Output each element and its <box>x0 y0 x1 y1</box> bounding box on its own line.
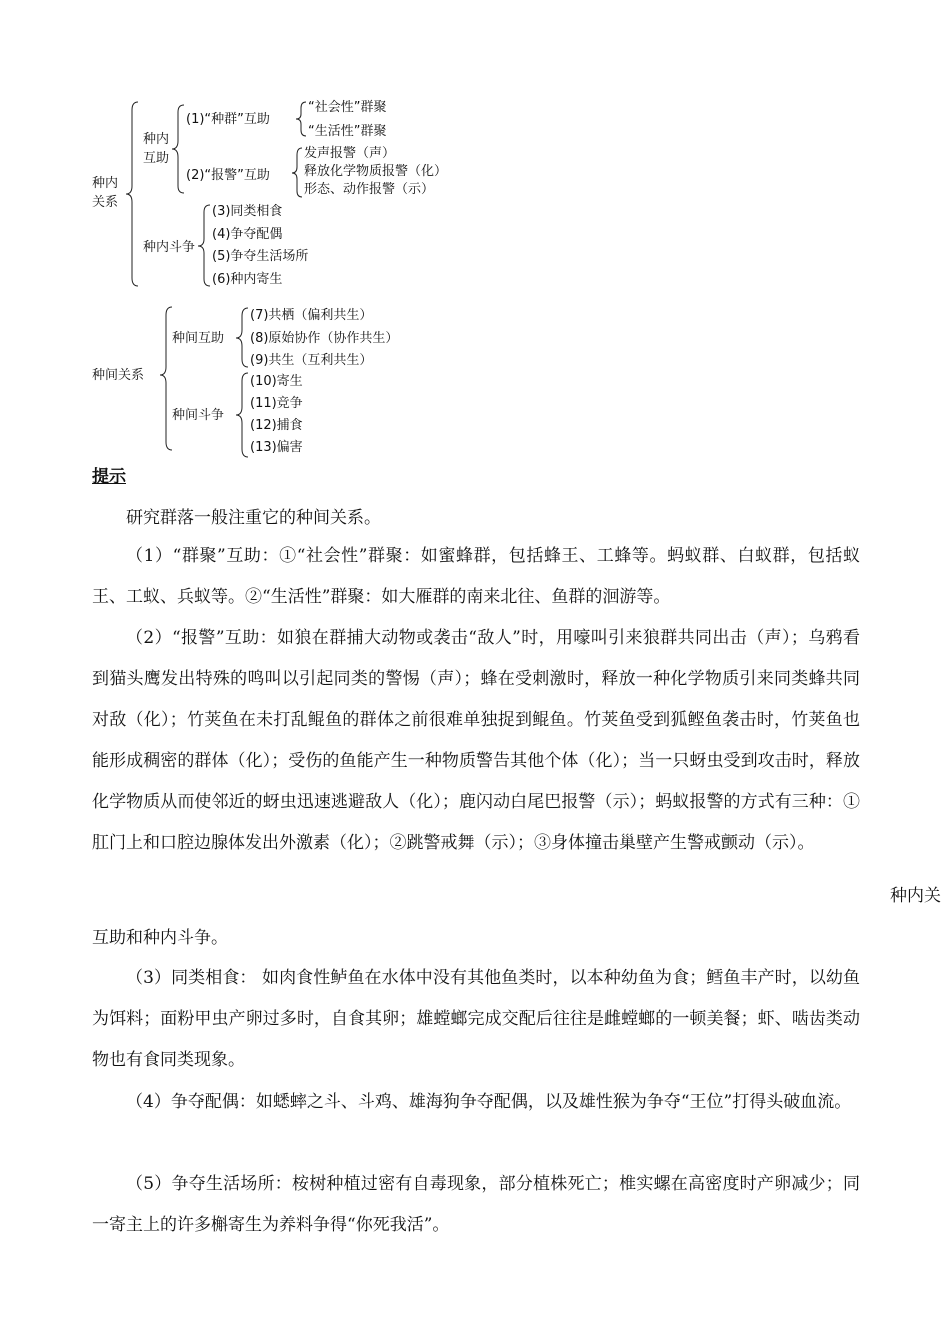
struggle-item: (5)争夺生活场所 <box>212 249 309 264</box>
brace-root-1 <box>126 102 138 286</box>
tree1-mutual-label: 种内 互助 <box>143 132 170 166</box>
intraspecific-relations-diagram <box>0 0 950 470</box>
struggle-item: (3)同类相食 <box>212 204 283 219</box>
tree2-root-label: 种间关系 <box>92 368 145 383</box>
hint-paragraph-2: （2）“报警”互助：如狼在群捕大动物或袭击“敌人”时，用嚎叫引来狼群共同出击（声）；乌鸦看到猫头鹰发出特殊的鸣叫以引起同类的警惕（声）；蜂在受刺激时，释放一种化学物质引来同类蜂共同对敌（化）；竹荚鱼在未打乱鲲鱼的群体之前很难单独捉到鲲鱼。竹荚鱼受到狐鲣鱼袭击时，竹荚鱼也能形成稠密的群体（化）；受伤的鱼能产生一种物质警告其他个体（化）；当一只蚜虫受到攻击时，释放化学物质从而使邻近的蚜虫迅速逃避敌人（化）；鹿闪动白尾巴报警（示）；蚂蚁报警的方式有三种：①肛门上和口腔边腺体发出外激素（化）；②跳警戒舞（示）；③身体撞击巢壁产生警戒颤动（示）。 <box>92 628 860 853</box>
tree1-root-label: 种内 关系 <box>92 176 119 210</box>
hint-paragraph-2-fragment: 种内关 <box>890 886 941 906</box>
interspecific-mutual-item: (7)共栖（偏利共生） <box>250 308 373 323</box>
brace-mutual-1 <box>172 105 184 193</box>
interspecific-struggle-item: (12)捕食 <box>250 418 303 433</box>
brace-struggle-2 <box>236 373 248 457</box>
brace-struggle-1 <box>198 205 210 286</box>
tree2-struggle-label: 种间斗争 <box>172 408 225 423</box>
diagram-braces <box>0 0 950 470</box>
tree1-mutual-item: (1)“种群”互助 <box>186 112 270 127</box>
brace-population <box>296 102 306 136</box>
brace-root-2 <box>160 307 172 450</box>
alarm-item: 发声报警（声） <box>304 146 396 161</box>
interspecific-struggle-item: (13)偏害 <box>250 440 303 455</box>
struggle-item: (4)争夺配偶 <box>212 227 283 242</box>
hint-paragraph-5: （5）争夺生活场所：桉树种植过密有自毒现象，部分植株死亡；椎实螺在高密度时产卵减少；同一寄主上的许多槲寄生为养料争得“你死我活”。 <box>92 1174 860 1235</box>
population-item: “生活性”群聚 <box>308 124 387 139</box>
alarm-item: 形态、动作报警（示） <box>304 182 435 197</box>
interspecific-struggle-item: (11)竞争 <box>250 396 303 411</box>
tree1-struggle-label: 种内斗争 <box>143 240 196 255</box>
hint-paragraph-4: （4）争夺配偶：如蟋蟀之斗、斗鸡、雄海狗争夺配偶，以及雄性猴为争夺“王位”打得头破血流。 <box>126 1092 852 1112</box>
struggle-item: (6)种内寄生 <box>212 272 283 287</box>
brace-alarm <box>292 148 302 197</box>
brace-mutual-2 <box>236 308 248 367</box>
population-item: “社会性”群聚 <box>308 100 387 115</box>
tree2-mutual-label: 种间互助 <box>172 331 225 346</box>
hint-paragraph-1: （1）“群聚”互助：①“社会性”群聚：如蜜蜂群，包括蜂王、工蜂等。蚂蚁群、白蚁群，包括蚁王、工蚁、兵蚁等。②“生活性”群聚：如大雁群的南来北往、鱼群的洄游等。 <box>92 546 860 607</box>
hint-intro: 研究群落一般注重它的种间关系。 <box>126 508 381 528</box>
alarm-item: 释放化学物质报警（化） <box>304 164 448 179</box>
interspecific-mutual-item: (9)共生（互利共生） <box>250 353 373 368</box>
hint-heading: 提示 <box>92 467 126 487</box>
interspecific-mutual-item: (8)原始协作（协作共生） <box>250 331 399 346</box>
hint-paragraph-2-tail: 互助和种内斗争。 <box>92 928 228 948</box>
hint-paragraph-3: （3）同类相食： 如肉食性鲈鱼在水体中没有其他鱼类时，以本种幼鱼为食；鳕鱼丰产时，以幼鱼为饵料；面粉甲虫产卵过多时，自食其卵；雄螳螂完成交配后往往是雌螳螂的一顿美餐；虾、啮齿类动物也有食同类现象。 <box>92 968 860 1070</box>
tree1-mutual-item: (2)“报警”互助 <box>186 168 270 183</box>
interspecific-struggle-item: (10)寄生 <box>250 374 303 389</box>
